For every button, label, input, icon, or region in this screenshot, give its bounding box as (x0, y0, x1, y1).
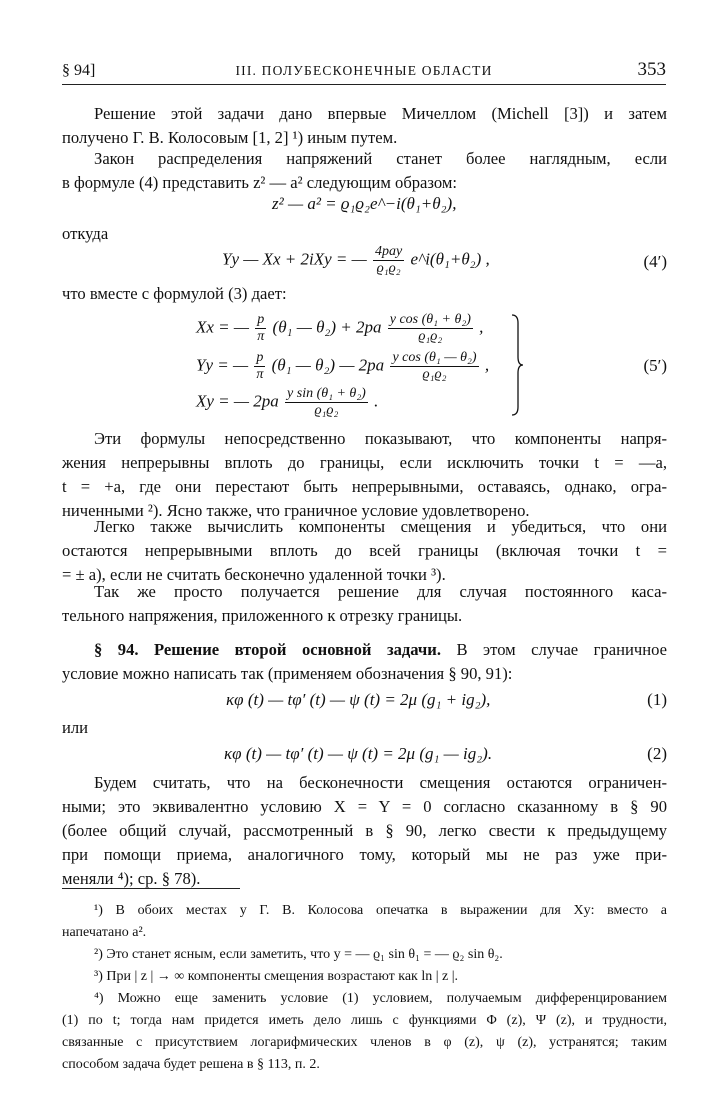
eq-5p-row3-left: Xy = — 2pa (196, 391, 279, 411)
fraction-denominator: π (256, 367, 264, 382)
fraction (388, 312, 473, 345)
footnote-4-line: связанные с присутствием логарифмических членов в φ (z), ψ (z), устранятся; таким (62, 1035, 667, 1050)
equation-5p-row2: Yy = — $\frac{p}{\pi}$ (θ₁ — θ₂) — 2pa $\frac{\text{y cos (θ₁ — θ₂)}}{\text{ϱ₁ϱ₂}}$ , (196, 350, 490, 382)
fraction-numerator: y sin (θ₁ + θ₂) (287, 386, 366, 401)
text-line: ниченными ²). Ясно также, что граничное условие удовлетворено. (62, 501, 530, 520)
label-ili: или (62, 718, 89, 737)
equation-number-2: (2) (647, 744, 667, 763)
section-94 (62, 638, 667, 686)
equation-number-1: (1) (647, 690, 667, 709)
eq-5p-row1-mid: (θ₁ — θ₂) + 2pa (272, 317, 382, 337)
footnote-2: ²) Это станет ясным, если заметить, что y = — ϱ₁ sin θ₁ = — ϱ₂ sin θ₂. (94, 947, 503, 962)
equation-number-4p: (4′) (643, 252, 667, 271)
paragraph-infinity (62, 771, 667, 891)
equation-5p-row1: Xx = — $\frac{p}{\pi}$ (θ₁ — θ₂) + 2pa $\frac{\text{y cos (θ₁ + θ₂)}}{\text{ϱ₁ϱ₂}}$ , (196, 312, 484, 344)
footnote-4-line: ⁴) Можно еще заменить условие (1) условием, получаемым дифференцированием (94, 991, 667, 1006)
fraction-denominator: ϱ₁ϱ₂ (376, 261, 401, 276)
fraction-numerator: p (254, 350, 265, 367)
fraction (373, 244, 404, 277)
text-line: Будем считать, что на бесконечности смещения остаются ограничен- (94, 773, 667, 792)
paragraph-continuity (62, 427, 667, 523)
fraction-numerator: y cos (θ₁ + θ₂) (389, 312, 471, 327)
text-line: ными; это эквивалентно условию X = Y = 0 согласно сказанному в § 90 (62, 797, 667, 816)
fraction (255, 312, 266, 345)
label-chto: что вместе с формулой (3) дает: (62, 284, 287, 303)
text-line: в формуле (4) представить z² — a² следующим образом: (62, 173, 457, 192)
text-line: Легко также вычислить компоненты смещения и убедиться, что они (94, 517, 667, 536)
equation-1: κφ (t) — tφ′ (t) — ψ (t) = 2μ (g₁ + ig₂), (226, 690, 491, 709)
paragraph-michell (62, 102, 667, 150)
footnote-1-line: напечатано a². (62, 925, 147, 940)
text-line: Решение этой задачи дано впервые Мичеллом (Michell [3]) и затем (94, 104, 667, 123)
text-line: Закон распределения напряжений станет более наглядным, если (94, 149, 667, 168)
label-otkuda: откуда (62, 224, 109, 243)
right-brace (510, 313, 524, 417)
fraction-denominator: ϱ₁ϱ₂ (314, 403, 339, 418)
equation-4-prime (222, 244, 490, 277)
page-number: 353 (637, 59, 666, 80)
equation-number-5p: (5′) (643, 356, 667, 375)
equation-z2-a2: z² — a² = ϱ₁ϱ₂e^−i(θ₁+θ₂), (272, 194, 457, 213)
text-line: тельного напряжения, приложенного к отрезку границы. (62, 606, 463, 625)
fraction-numerator: 4pay (375, 244, 403, 259)
text-line (62, 638, 667, 662)
header-rule (62, 84, 666, 85)
fraction-numerator: p (255, 312, 266, 329)
footnote-rule (62, 888, 240, 889)
fraction-denominator: ϱ₁ϱ₂ (422, 367, 447, 382)
eq-5p-row2-left: Yy = — (196, 355, 249, 375)
text-line: (более общий случай, рассмотренный в § 90, легко свести к предыдущему (62, 821, 667, 840)
eq-4p-left: Yy — Xx + 2iXy = — (222, 249, 367, 269)
footnotes (62, 900, 667, 1076)
header-chapter-title: III. ПОЛУБЕСКОНЕЧНЫЕ ОБЛАСТИ (235, 63, 493, 78)
fraction (254, 350, 265, 383)
paragraph-displacements (62, 515, 667, 587)
section-heading: § 94. Решение второй основной задачи. (94, 640, 441, 659)
eq-4p-right: e^i(θ₁+θ₂) , (410, 249, 490, 269)
eq-5p-row2-mid: (θ₁ — θ₂) — 2pa (271, 355, 385, 375)
running-header (62, 58, 666, 84)
equation-5p-row3: Xy = — 2pa $\frac{\text{y sin (θ₁ + θ₂)}}{\text{ϱ₁ϱ₂}}$ . (196, 386, 379, 418)
text-line: меняли ⁴); ср. § 78). (62, 869, 201, 888)
text-line: условие можно написать так (применяем обозначения § 90, 91): (62, 664, 513, 683)
text-line: t = +a, где они перестают быть непрерывными, оставаясь, однако, огра- (62, 477, 667, 496)
text-line: получено Г. В. Колосовым [1, 2] ¹) иным путем. (62, 128, 398, 147)
text-line: остаются непрерывными вплоть до всей границы (включая точки t = (62, 541, 667, 560)
footnote-4-line: (1) по t; тогда нам придется иметь дело лишь с функциями Φ (z), Ψ (z), и трудности, (62, 1013, 667, 1028)
paragraph-tangential (62, 580, 667, 628)
text-line: = ± a), если не считать бесконечно удаленной точки ³). (62, 565, 446, 584)
section-heading-rest: В этом случае граничное (456, 640, 667, 659)
fraction-denominator: ϱ₁ϱ₂ (418, 329, 443, 344)
equation-2: κφ (t) — tφ′ (t) — ψ (t) = 2μ (g₁ — ig₂). (224, 744, 493, 763)
text-line: при помощи приема, аналогичного тому, который мы не раз уже при- (62, 845, 667, 864)
text-line: Так же просто получается решение для случая постоянного каса- (94, 582, 667, 601)
paragraph-stress-law (62, 147, 667, 195)
fraction-denominator: π (257, 329, 265, 344)
footnote-4-line: способом задача будет решена в § 113, п. 2. (62, 1057, 320, 1072)
text-line: жения непрерывны вплоть до границы, если исключить точки t = —a, (62, 453, 667, 472)
text-line: Эти формулы непосредственно показывают, что компоненты напря- (94, 429, 667, 448)
footnote-1-line: ¹) В обоих местах у Г. В. Колосова опечатка в выражении для Xy: вместо a (94, 903, 667, 918)
eq-5p-row1-left: Xx = — (196, 317, 250, 337)
footnote-3: ³) При | z | → ∞ компоненты смещения возрастают как ln | z |. (94, 969, 459, 984)
fraction (285, 386, 368, 419)
fraction (390, 350, 478, 383)
header-section-ref: § 94] (62, 62, 96, 79)
fraction-numerator: y cos (θ₁ — θ₂) (392, 350, 477, 365)
